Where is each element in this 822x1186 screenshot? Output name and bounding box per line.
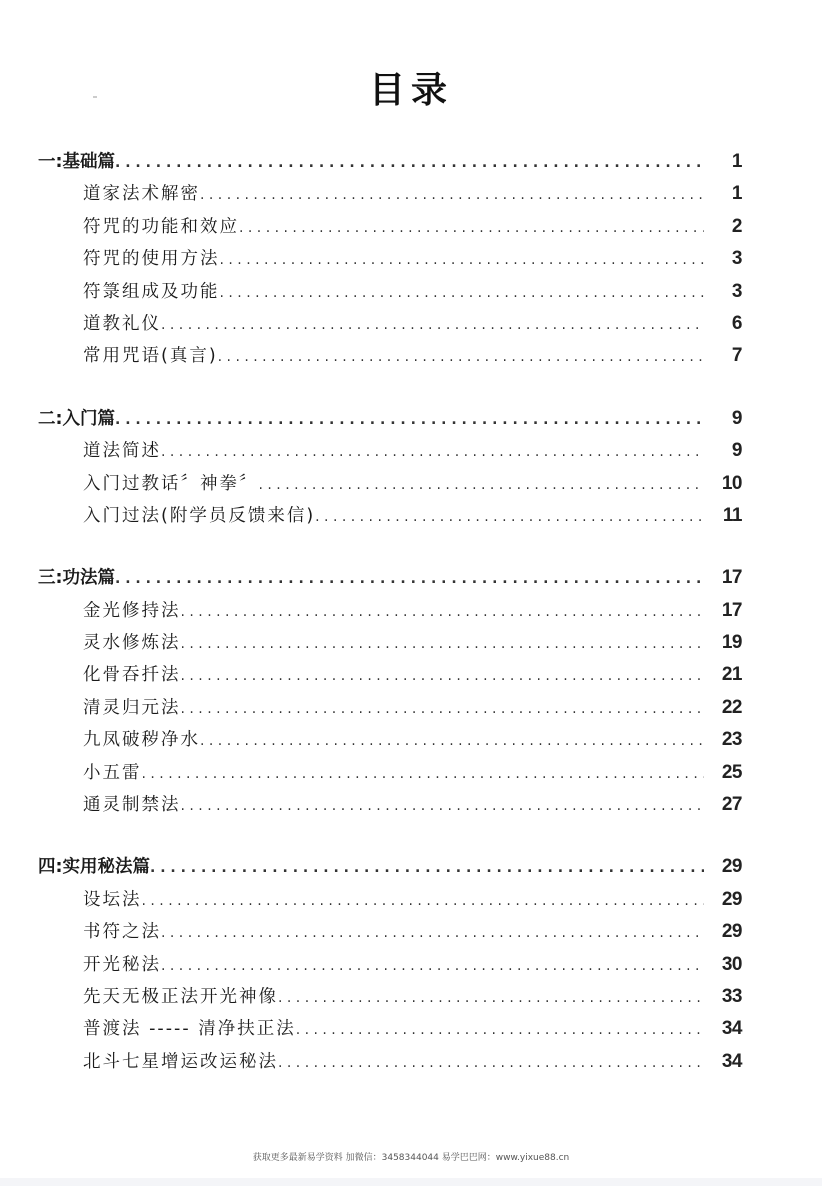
toc-page-number: 17 bbox=[721, 567, 742, 589]
dot-leader bbox=[181, 693, 705, 725]
dot-leader bbox=[239, 212, 704, 244]
toc-entry[interactable] bbox=[38, 468, 742, 500]
dot-leader bbox=[278, 982, 704, 1014]
toc-entry[interactable] bbox=[38, 276, 742, 308]
toc-entry[interactable] bbox=[38, 884, 742, 916]
toc-page-number: 33 bbox=[721, 985, 742, 1007]
dot-leader bbox=[200, 179, 704, 211]
toc-section-heading[interactable] bbox=[38, 851, 742, 883]
dot-leader bbox=[161, 309, 704, 341]
toc-page-number: 17 bbox=[721, 599, 742, 621]
toc-entry-label: 清灵归元法 bbox=[83, 697, 181, 718]
toc-page-number: 29 bbox=[721, 888, 742, 910]
toc-entry[interactable] bbox=[38, 692, 742, 724]
toc-entry[interactable] bbox=[38, 724, 742, 756]
dot-leader bbox=[142, 885, 705, 917]
toc-page-number: 22 bbox=[721, 696, 742, 718]
toc-section-heading[interactable] bbox=[38, 146, 742, 178]
toc-section-heading[interactable] bbox=[38, 562, 742, 594]
toc-entry[interactable] bbox=[38, 659, 742, 691]
toc-page-number: 9 bbox=[731, 440, 742, 462]
dot-leader bbox=[220, 244, 705, 276]
toc-page-number: 3 bbox=[731, 280, 742, 302]
toc-entry[interactable] bbox=[38, 595, 742, 627]
toc-entry-label: 灵水修炼法 bbox=[83, 633, 181, 654]
dot-leader bbox=[150, 852, 704, 884]
toc-entry-label: 道法简述 bbox=[83, 441, 161, 462]
dot-leader bbox=[161, 950, 704, 982]
toc-page-number: 9 bbox=[731, 407, 742, 429]
toc-entry-label: 符咒的功能和效应 bbox=[83, 216, 239, 237]
toc-entry[interactable] bbox=[38, 178, 742, 210]
toc-heading-label: 三:功法篇 bbox=[38, 568, 115, 589]
toc-page-number: 7 bbox=[731, 345, 742, 367]
toc-page-number: 3 bbox=[731, 248, 742, 270]
toc-entry[interactable] bbox=[38, 308, 742, 340]
toc-entry[interactable] bbox=[38, 627, 742, 659]
toc-entry-label: 九凤破秽净水 bbox=[83, 730, 200, 751]
toc-entry-label: 金光修持法 bbox=[83, 600, 181, 621]
toc-page-number: 29 bbox=[721, 921, 742, 943]
toc-entry-label: 化骨吞扦法 bbox=[83, 665, 181, 686]
toc-entry[interactable] bbox=[38, 1046, 742, 1078]
toc-heading-label: 一:基础篇 bbox=[38, 152, 115, 172]
toc-entry[interactable] bbox=[38, 916, 742, 948]
toc-section bbox=[38, 403, 742, 533]
dot-leader bbox=[220, 277, 705, 309]
toc-entry-label: 通灵制禁法 bbox=[83, 795, 181, 816]
toc-entry[interactable] bbox=[38, 243, 742, 275]
toc-page-number: 10 bbox=[721, 472, 742, 494]
toc-page-number: 29 bbox=[721, 856, 742, 878]
table-of-contents bbox=[38, 146, 742, 1108]
toc-page-number: 21 bbox=[721, 664, 742, 686]
toc-entry[interactable] bbox=[38, 949, 742, 981]
toc-heading-label: 四:实用秘法篇 bbox=[38, 857, 150, 878]
toc-section bbox=[38, 851, 742, 1078]
toc-page-number: 23 bbox=[721, 729, 742, 751]
toc-entry[interactable] bbox=[38, 757, 742, 789]
toc-entry-label: 入门过法(附学员反馈来信) bbox=[83, 505, 316, 526]
toc-entry-label: 小五雷 bbox=[83, 762, 142, 783]
dot-leader bbox=[181, 596, 705, 628]
toc-page-number: 1 bbox=[731, 151, 742, 172]
dot-leader bbox=[296, 1014, 704, 1046]
dot-leader bbox=[115, 404, 704, 436]
toc-entry-label: 道家法术解密 bbox=[83, 184, 200, 205]
dot-leader bbox=[161, 917, 704, 949]
toc-page-number: 11 bbox=[722, 504, 742, 526]
page-footer: 获取更多最新易学资料 加微信：3458344044 易学巴巴网：www.yixue88.cn bbox=[252, 1153, 570, 1163]
dot-leader bbox=[315, 501, 704, 533]
dot-leader bbox=[181, 660, 705, 692]
toc-entry[interactable] bbox=[38, 500, 742, 532]
toc-entry-label: 书符之法 bbox=[83, 922, 161, 943]
toc-page-number: 27 bbox=[721, 794, 742, 816]
dot-leader bbox=[115, 147, 704, 179]
page-title: 目录 bbox=[368, 70, 453, 111]
toc-entry-label: 设坛法 bbox=[83, 889, 142, 910]
toc-entry-label: 先天无极正法开光神像 bbox=[83, 986, 278, 1007]
dot-leader bbox=[181, 790, 705, 822]
toc-heading-label: 二:入门篇 bbox=[38, 408, 115, 429]
toc-entry-label: 入门过教话〞神拳〞 bbox=[83, 473, 259, 494]
dot-leader bbox=[278, 1047, 704, 1079]
toc-page-number: 2 bbox=[731, 215, 742, 237]
toc-entry[interactable] bbox=[38, 211, 742, 243]
toc-page-number: 1 bbox=[731, 183, 742, 205]
toc-entry[interactable] bbox=[38, 789, 742, 821]
dot-leader bbox=[142, 758, 705, 790]
toc-entry[interactable] bbox=[38, 1013, 742, 1045]
toc-entry-label: 开光秘法 bbox=[83, 954, 161, 975]
toc-page-number: 6 bbox=[731, 312, 742, 334]
toc-entry-label: 符箓组成及功能 bbox=[83, 281, 220, 302]
dot-leader bbox=[181, 628, 705, 660]
dot-leader bbox=[161, 436, 704, 468]
dot-leader bbox=[115, 563, 704, 595]
toc-section-heading[interactable] bbox=[38, 403, 742, 435]
toc-entry-label: 道教礼仪 bbox=[83, 313, 161, 334]
toc-page-number: 34 bbox=[721, 1050, 742, 1072]
toc-entry-label: 普渡法 ----- 清净扶正法 bbox=[83, 1019, 296, 1040]
toc-section bbox=[38, 562, 742, 821]
toc-entry-label: 常用咒语(真言) bbox=[83, 346, 218, 367]
dot-leader bbox=[200, 725, 704, 757]
toc-section bbox=[38, 146, 742, 373]
toc-page-number: 30 bbox=[721, 953, 742, 975]
toc-page-number: 34 bbox=[721, 1018, 742, 1040]
dot-leader bbox=[218, 341, 704, 373]
toc-entry-label: 符咒的使用方法 bbox=[83, 249, 220, 270]
toc-entry[interactable] bbox=[38, 340, 742, 372]
toc-entry[interactable] bbox=[38, 981, 742, 1013]
dot-leader bbox=[259, 469, 705, 501]
toc-entry-label: 北斗七星增运改运秘法 bbox=[83, 1051, 278, 1072]
toc-page-number: 19 bbox=[721, 632, 742, 654]
toc-page-number: 25 bbox=[721, 761, 742, 783]
toc-entry[interactable] bbox=[38, 435, 742, 467]
